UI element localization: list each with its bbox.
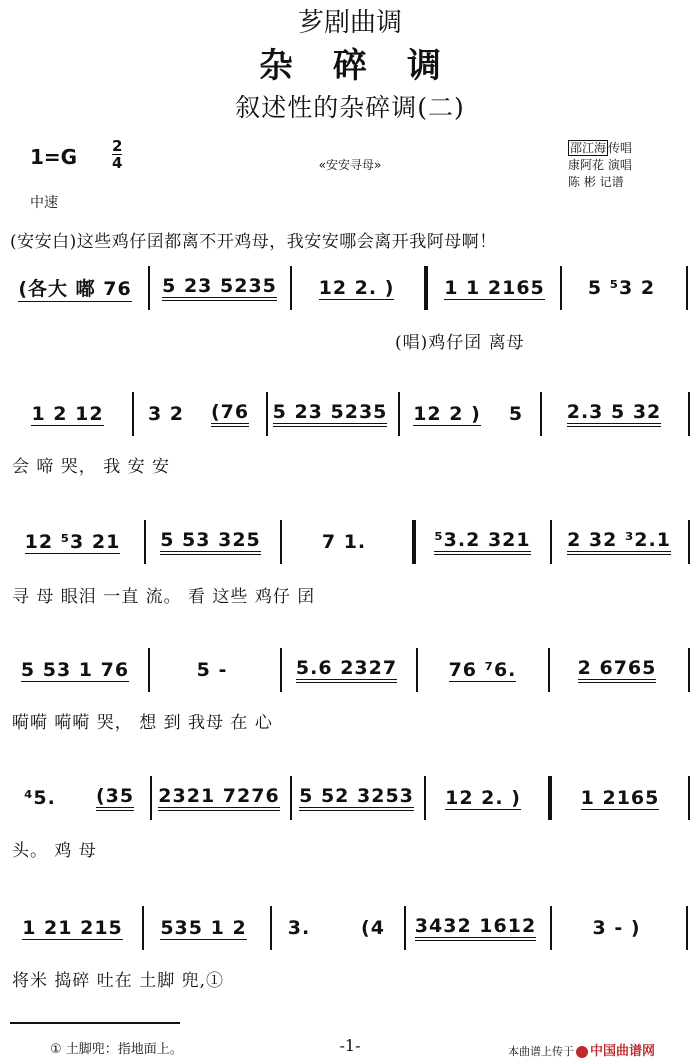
measure: 3. xyxy=(287,917,311,939)
lyrics-line: 将米 捣碎 吐在 土脚 兜,① xyxy=(12,971,225,991)
credit-composer-role: 传唱 xyxy=(608,141,633,155)
measure: 3 - ) xyxy=(592,917,641,939)
tempo-marking: 中速 xyxy=(30,195,58,211)
barline xyxy=(280,520,282,564)
measure: 2321 7276 xyxy=(154,776,284,820)
measure: 5 23 5235 xyxy=(270,392,390,436)
measure: (4 xyxy=(361,917,385,939)
barline xyxy=(270,906,272,950)
measure: 3432 1612 xyxy=(408,906,543,950)
barline xyxy=(290,266,292,310)
measure: ⁵3.2 321 xyxy=(420,520,545,564)
measure: 2.3 5 32 xyxy=(544,392,684,436)
barline xyxy=(280,648,282,692)
measure: 1 1 2165 xyxy=(444,276,545,299)
credit-transcriber: 陈 彬 记谱 xyxy=(568,175,624,189)
lyrics-line: 寻 母 眼泪 一直 流。 看 这些 鸡仔 囝 xyxy=(12,587,316,607)
barline xyxy=(540,392,542,436)
barline xyxy=(550,520,552,564)
barline xyxy=(548,648,550,692)
piece-title: 杂碎调 xyxy=(259,46,481,86)
site-logo-icon xyxy=(576,1046,588,1058)
measure: 12 2. ) xyxy=(445,786,521,809)
measure: 1 2165 xyxy=(580,786,660,809)
site-name: 中国曲谱网 xyxy=(590,1044,656,1059)
barline xyxy=(688,776,690,820)
barline xyxy=(404,906,406,950)
measure: 5 xyxy=(508,403,524,425)
footnote: ① 土脚兜：指地面上。 xyxy=(50,1042,183,1057)
barline xyxy=(686,906,688,950)
measure: 1 2 12 xyxy=(31,402,104,425)
lyrics-line: 嗬嗬 嗬嗬 哭， 想 到 我母 在 心 xyxy=(12,713,273,733)
measure: ⁴5. xyxy=(24,787,56,809)
measure: 1 21 215 xyxy=(22,916,123,939)
barline xyxy=(144,520,146,564)
measure: 2 32 ³2.1 xyxy=(554,520,684,564)
spoken-line: (安安白)这些鸡仔囝都离不开鸡母，我安安哪会离开我阿母啊！ xyxy=(10,232,497,252)
barline xyxy=(266,392,268,436)
barline xyxy=(142,906,144,950)
measure: 3 2 xyxy=(147,403,185,425)
measure: 5 53 1 76 xyxy=(20,658,130,681)
barline xyxy=(150,776,152,820)
time-bottom: 4 xyxy=(112,154,123,172)
credit-composer-name: 邵江海 xyxy=(570,141,607,155)
piece-subtitle: 叙述性的杂碎调(二) xyxy=(235,93,465,122)
measure: 5.6 2327 xyxy=(284,648,409,692)
measure: 535 1 2 xyxy=(160,916,247,939)
barline xyxy=(416,648,418,692)
measure: 76 ⁷6. xyxy=(448,658,517,681)
measure: (76 xyxy=(200,392,260,436)
barline xyxy=(148,266,150,310)
upload-note: 本曲谱上传于 xyxy=(508,1045,574,1058)
measure: 5 23 5235 xyxy=(152,266,287,310)
measure: 7 1. xyxy=(321,531,367,553)
page-number: -1- xyxy=(339,1036,361,1055)
lyrics-line: 头。 鸡 母 xyxy=(12,841,97,861)
barline xyxy=(686,266,688,310)
barline xyxy=(688,520,690,564)
measure: (35 xyxy=(90,776,140,820)
barline xyxy=(550,906,552,950)
measure: 12 ⁵3 21 xyxy=(24,530,121,553)
credit-performer: 康阿花 演唱 xyxy=(568,158,632,172)
barline xyxy=(424,776,426,820)
barline xyxy=(424,266,428,310)
barline xyxy=(132,392,134,436)
lyrics-line: 会 啼 哭， 我 安 安 xyxy=(12,457,171,477)
measure: 12 2. ) xyxy=(318,276,395,299)
barline xyxy=(688,648,690,692)
key-signature: 1=G xyxy=(30,145,78,169)
credits xyxy=(568,140,632,191)
aria-name: «安安寻母» xyxy=(318,158,382,172)
barline xyxy=(412,520,416,564)
measure: 12 2 ) xyxy=(413,402,481,425)
measure: 5 52 3253 xyxy=(294,776,419,820)
upload-credit xyxy=(508,1040,655,1059)
time-top: 2 xyxy=(112,137,123,155)
barline xyxy=(688,392,690,436)
barline xyxy=(560,266,562,310)
footnote-divider xyxy=(10,1022,180,1024)
measure: (各大 嘟 76 xyxy=(10,266,140,310)
measure: 5 53 325 xyxy=(148,520,273,564)
barline xyxy=(290,776,292,820)
genre-label: 芗剧曲调 xyxy=(297,8,402,38)
measure: 5 ⁵3 2 xyxy=(587,277,656,299)
barline xyxy=(148,648,150,692)
barline xyxy=(398,392,400,436)
barline xyxy=(548,776,552,820)
lyrics-line: (唱)鸡仔囝 离母 xyxy=(395,333,525,353)
measure: 5 - xyxy=(196,659,228,681)
measure: 2 6765 xyxy=(552,648,682,692)
